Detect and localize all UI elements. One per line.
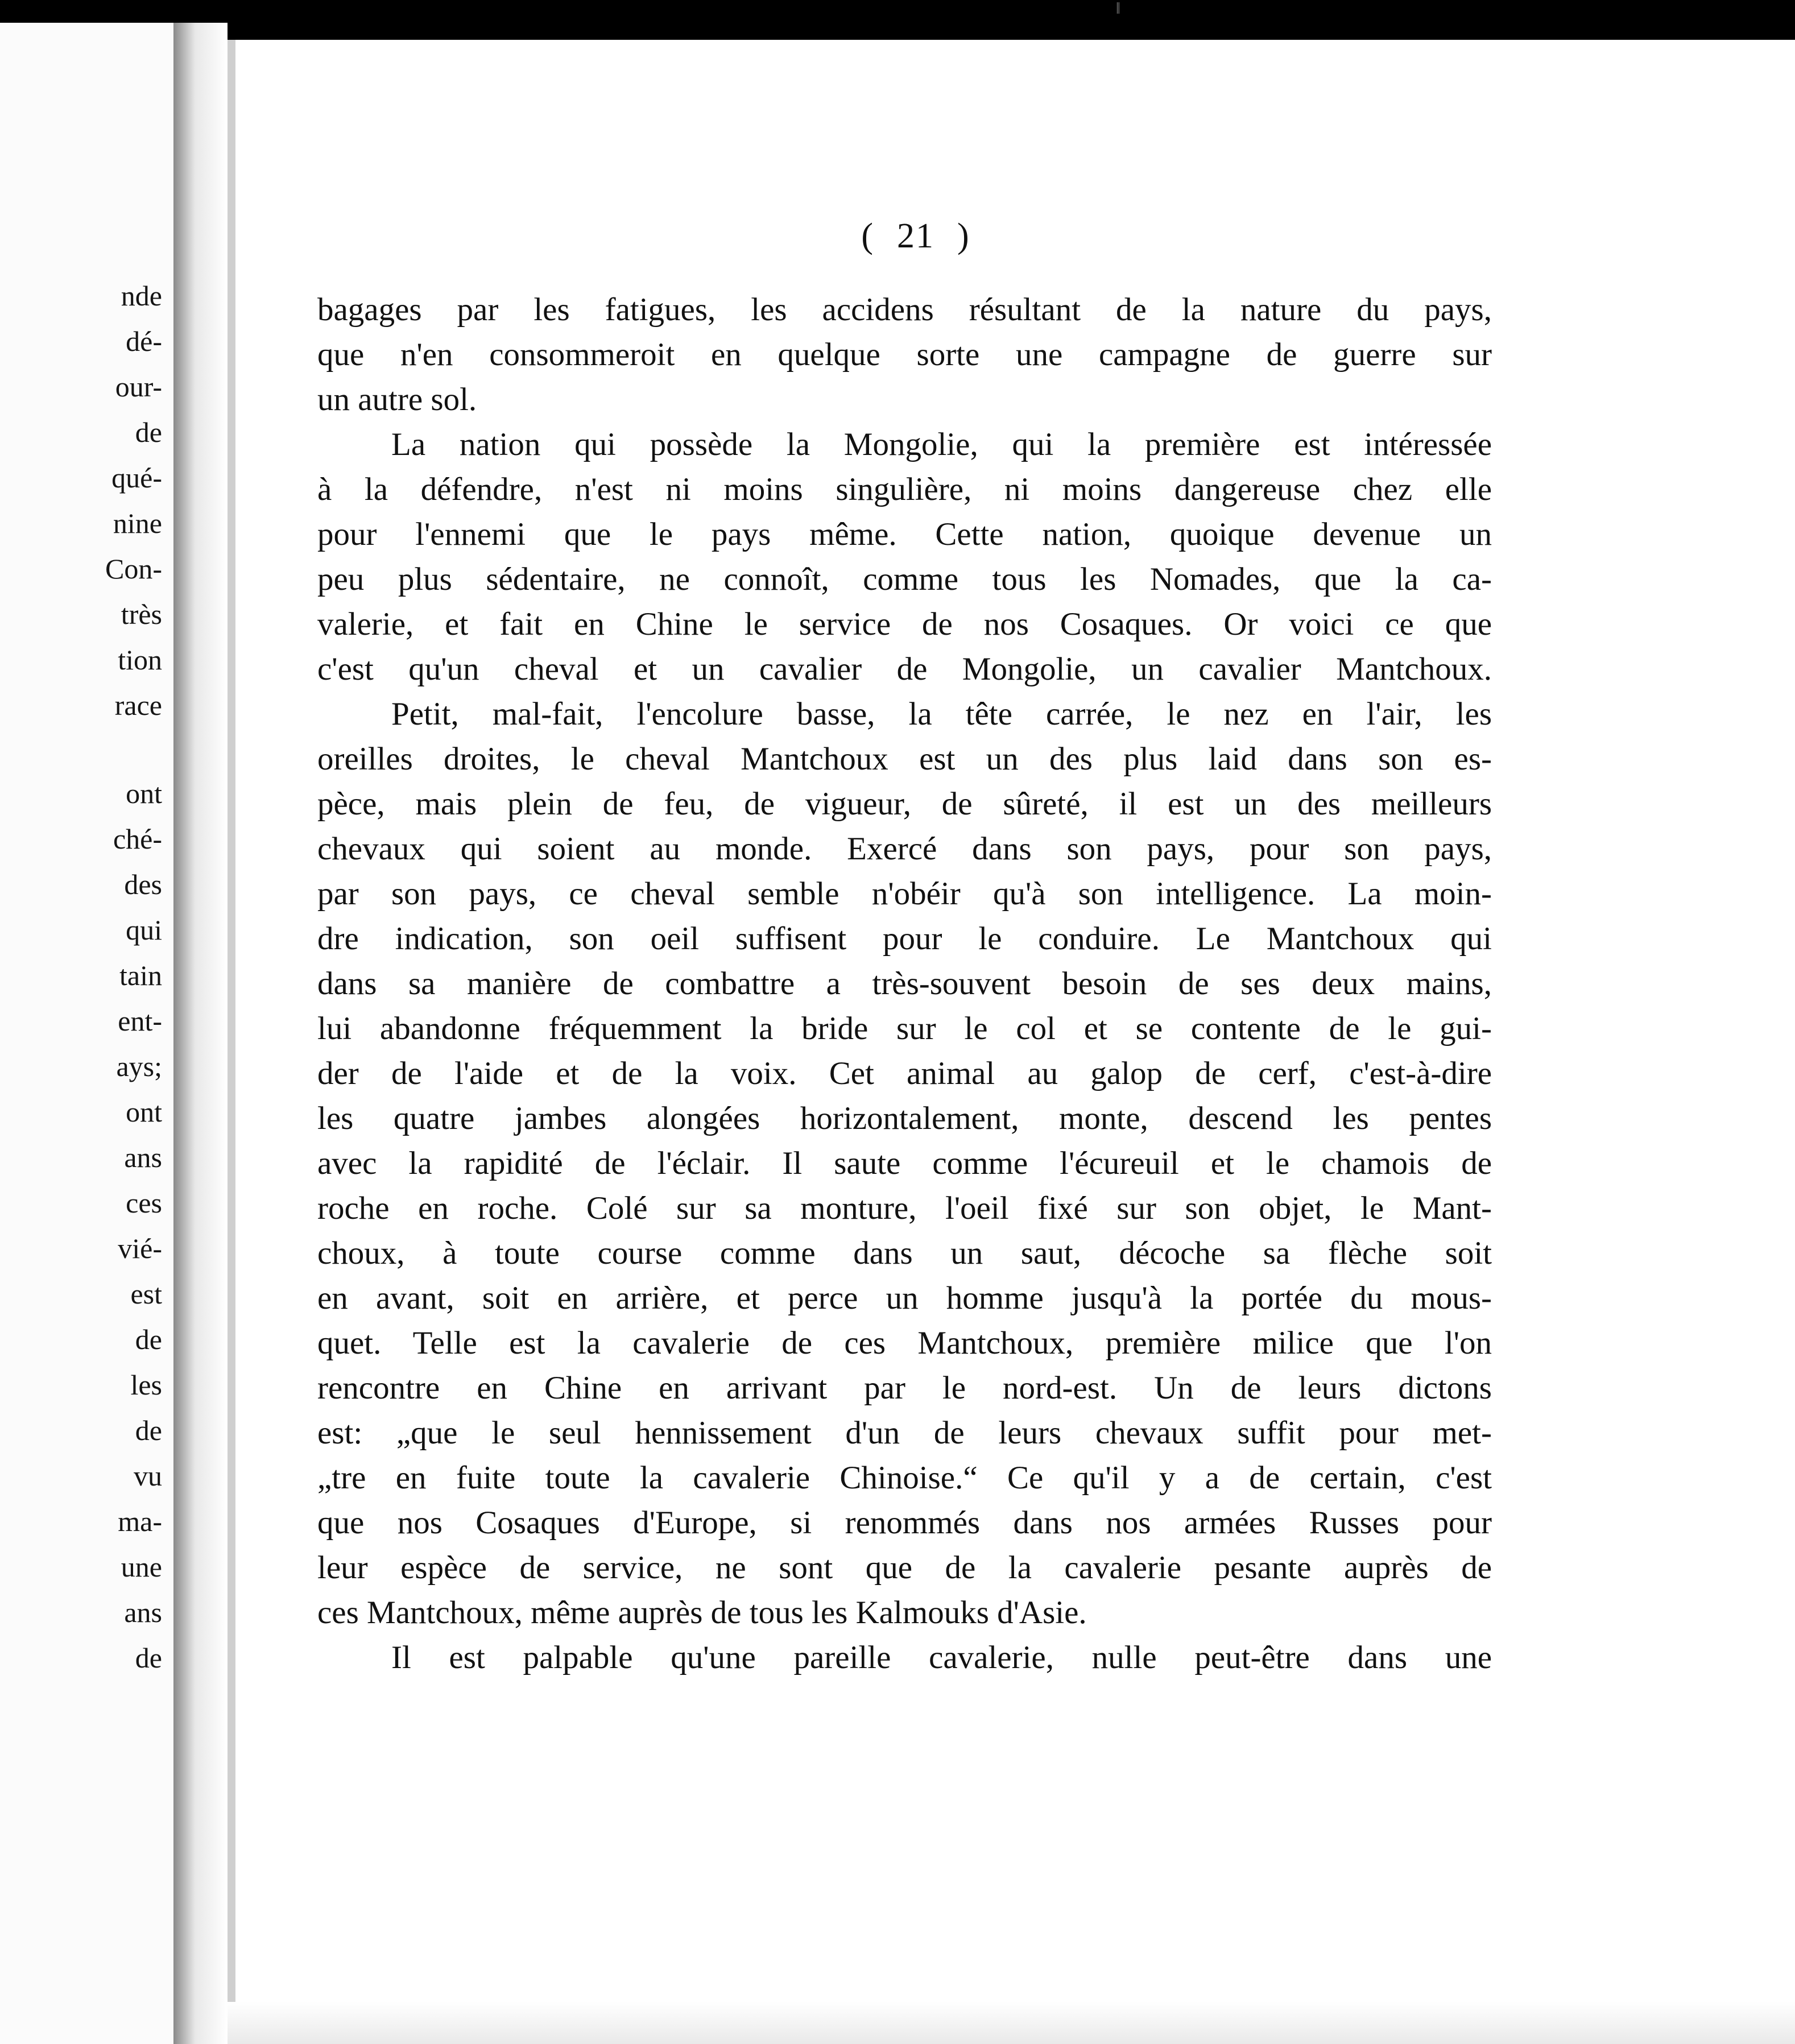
text-line: rencontre en Chine en arrivant par le nord-est. Un de leurs dictons [317,1370,1492,1406]
text-line: oreilles droites, le cheval Mantchoux est un des plus laid dans son es- [317,741,1492,777]
left-page-fragment: de [135,1414,162,1446]
left-page-fragment: les [130,1369,162,1401]
text-line: bagages par les fatigues, les accidens résultant de la nature du pays, [317,292,1492,328]
text-line: Il est palpable qu'une pareille cavalerie, nulle peut-être dans une [391,1640,1492,1675]
left-page-fragment: ans [124,1141,162,1173]
text-line: peu plus sédentaire, ne connoît, comme tous les Nomades, que la ca- [317,561,1492,597]
left-page-fragment: ces [126,1187,162,1219]
left-page-fragment: ont [126,777,162,809]
left-page-fragment: une [121,1551,162,1583]
left-page-fragment: tain [119,959,162,991]
body-text [317,287,1492,1680]
left-page-fragment: Con- [105,553,162,585]
text-line: roche en roche. Colé sur sa monture, l'oeil fixé sur son objet, le Mant- [317,1190,1492,1226]
text-line: chevaux qui soient au monde. Exercé dans son pays, pour son pays, [317,831,1492,867]
corner-mark: ǁ [1116,0,1120,18]
left-page-fragment: vié- [118,1232,162,1264]
left-page-fragment: nde [121,280,162,312]
open-paren: ( [861,217,874,255]
left-page-fragment: qué- [111,462,162,494]
text-line: par son pays, ce cheval semble n'obéir qu'à son intelligence. La moin- [317,876,1492,912]
text-line: der de l'aide et de la voix. Cet animal au galop de cerf, c'est-à-dire [317,1056,1492,1091]
text-line: dre indication, son oeil suffisent pour le conduire. Le Mantchoux qui [317,921,1492,957]
left-page-fragment: our- [115,371,162,403]
close-paren: ) [957,217,970,255]
left-page-fragment: ent- [118,1005,162,1037]
left-page-fragment: ont [126,1096,162,1128]
left-page-fragment: de [135,1642,162,1674]
text-line: dans sa manière de combattre a très-souvent besoin de ses deux mains, [317,966,1492,1002]
text-line: est: „que le seul hennissement d'un de leurs chevaux suffit pour met- [317,1415,1492,1451]
left-page-fragment: tion [118,644,162,676]
page-edge-shadow [228,40,235,2044]
left-page-fragment: nine [113,507,162,539]
text-line: La nation qui possède la Mongolie, qui la première est intéressée [391,427,1492,462]
page-number-value: 21 [897,217,934,255]
text-line: c'est qu'un cheval et un cavalier de Mongolie, un cavalier Mantchoux. [317,651,1492,687]
left-page-fragment: ma- [118,1505,162,1537]
left-page-fragment: qui [126,914,162,946]
text-line: ces Mantchoux, même auprès de tous les Kalmouks d'Asie. [317,1595,1087,1631]
left-page-fragment: très [121,598,162,630]
left-page-fragment: vu [134,1460,162,1492]
text-line: „tre en fuite toute la cavalerie Chinoise.“ Ce qu'il y a de certain, c'est [317,1460,1492,1496]
text-line: lui abandonne fréquemment la bride sur le col et se contente de le gui- [317,1011,1492,1046]
left-page-fragment: race [114,689,162,721]
book-gutter [173,23,228,2044]
text-line: valerie, et fait en Chine le service de nos Cosaques. Or voici ce que [317,606,1492,642]
text-line: choux, à toute course comme dans un saut, décoche sa flèche soit [317,1235,1492,1271]
text-line: pour l'ennemi que le pays même. Cette nation, quoique devenue un [317,516,1492,552]
text-line: leur espèce de service, ne sont que de la cavalerie pesante auprès de [317,1550,1492,1586]
text-line: que n'en consommeroit en quelque sorte une campagne de guerre sur [317,337,1492,373]
text-line: en avant, soit en arrière, et perce un homme jusqu'à la portée du mous- [317,1280,1492,1316]
left-page-fragment: de [135,416,162,448]
page-number [819,216,1012,256]
left-page-fragment: des [124,868,162,900]
left-page-fragment: ans [124,1596,162,1628]
left-page-fragment: ché- [113,823,162,855]
text-line: pèce, mais plein de feu, de vigueur, de sûreté, il est un des meilleurs [317,786,1492,822]
text-line: avec la rapidité de l'éclair. Il saute comme l'écureuil et le chamois de [317,1145,1492,1181]
page-bottom-shade [228,2002,1795,2044]
text-line: quet. Telle est la cavalerie de ces Mantchoux, première milice que l'on [317,1325,1492,1361]
left-page-fragment: ays; [116,1050,162,1082]
left-page-fragment: est [130,1278,162,1310]
text-line: les quatre jambes alongées horizontalement, monte, descend les pentes [317,1100,1492,1136]
left-page-fragment: de [135,1323,162,1355]
text-line: Petit, mal-fait, l'encolure basse, la tête carrée, le nez en l'air, les [391,696,1492,732]
text-line: que nos Cosaques d'Europe, si renommés dans nos armées Russes pour [317,1505,1492,1541]
text-line: un autre sol. [317,382,477,417]
text-line: à la défendre, n'est ni moins singulière, ni moins dangereuse chez elle [317,471,1492,507]
left-page-fragment: dé- [126,325,162,357]
